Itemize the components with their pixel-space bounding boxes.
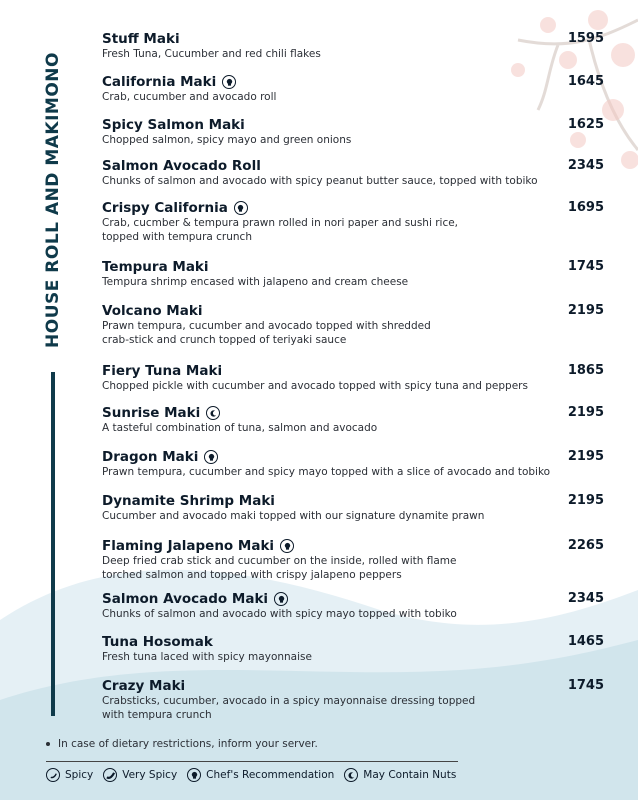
menu-item-header [102, 31, 608, 47]
menu-item-description: Prawn tempura, cucumber and spicy mayo topped with a slice of avocado and tobiko [102, 466, 551, 478]
nut-icon [344, 768, 358, 782]
menu-item-name: Crazy Maki [102, 678, 186, 694]
menu-item-header [102, 363, 608, 379]
menu-item-price: 1645 [567, 74, 604, 89]
menu-item-name: Crispy California [102, 200, 228, 216]
menu-item-name: Sunrise Maki [102, 405, 201, 421]
menu-item-price: 2195 [567, 449, 604, 464]
chef-hat-icon [204, 450, 218, 464]
menu-item-header [102, 405, 608, 421]
dietary-note-text: In case of dietary restrictions, inform your server. [58, 738, 318, 750]
legend-label: Spicy [65, 769, 94, 781]
menu-item-header [102, 449, 608, 465]
menu-item-description: topped with tempura crunch [102, 231, 252, 243]
menu-item [102, 405, 608, 435]
menu-item [102, 259, 608, 289]
chef-hat-icon [274, 592, 288, 606]
menu-item-description: Crabsticks, cucumber, avocado in a spicy mayonnaise dressing topped [102, 695, 476, 707]
menu-item-price: 1595 [567, 31, 604, 46]
menu-item [102, 74, 608, 104]
legend-chef [187, 768, 334, 782]
menu-item-name: Dragon Maki [102, 449, 199, 465]
menu-item-price: 1745 [567, 678, 604, 693]
menu-item-description: torched salmon and topped with crispy jalapeno peppers [102, 569, 402, 581]
menu-item-name: Dynamite Shrimp Maki [102, 493, 275, 509]
menu-item-name: California Maki [102, 74, 217, 90]
menu-item-description: Chopped pickle with cucumber and avocado topped with spicy tuna and peppers [102, 380, 528, 392]
menu-item-description: Deep fried crab stick and cucumber on the inside, rolled with flame [102, 555, 457, 567]
legend-very-spicy [103, 768, 177, 782]
legend-spicy [46, 768, 93, 782]
menu-item-description: Chopped salmon, spicy mayo and green onions [102, 134, 352, 146]
menu-item [102, 363, 608, 393]
menu-item-name: Tempura Maki [102, 259, 209, 275]
chef-hat-icon [280, 539, 294, 553]
very-spicy-icon [103, 768, 117, 782]
menu-item-header [102, 259, 608, 275]
menu-item-header [102, 591, 608, 607]
footer-divider [46, 761, 458, 762]
menu-item-description: Fresh Tuna, Cucumber and red chili flakes [102, 48, 321, 60]
menu-item [102, 634, 608, 664]
menu-item-name: Fiery Tuna Maki [102, 363, 223, 379]
spicy-icon [46, 768, 60, 782]
menu-item-header [102, 678, 608, 694]
menu-item-description: Chunks of salmon and avocado with spicy mayo topped with tobiko [102, 608, 457, 620]
menu-item [102, 591, 608, 621]
dietary-note [46, 738, 318, 750]
menu-item-header [102, 158, 608, 174]
menu-item-header [102, 303, 608, 319]
menu-item-price: 2345 [567, 158, 604, 173]
menu-item-description: Tempura shrimp encased with jalapeno and cream cheese [102, 276, 409, 288]
legend-nuts [344, 768, 456, 782]
icon-legend [46, 768, 466, 782]
menu-item-description: with tempura crunch [102, 709, 212, 721]
menu-item-header [102, 634, 608, 650]
menu-item-price: 1745 [567, 259, 604, 274]
menu-item-name: Salmon Avocado Maki [102, 591, 269, 607]
menu-item-name: Spicy Salmon Maki [102, 117, 245, 133]
menu-item-price: 2345 [567, 591, 604, 606]
section-title: HOUSE ROLL AND MAKIMONO [43, 52, 63, 348]
legend-label: Very Spicy [122, 769, 178, 781]
menu-item-header [102, 493, 608, 509]
menu-item [102, 538, 608, 582]
menu-item-name: Stuff Maki [102, 31, 180, 47]
menu-item-description: Chunks of salmon and avocado with spicy peanut butter sauce, topped with tobiko [102, 175, 538, 187]
menu-item-header [102, 117, 608, 133]
menu-item [102, 678, 608, 722]
chef-hat-icon [234, 201, 248, 215]
chef-hat-icon [222, 75, 236, 89]
bullet-icon [46, 742, 50, 746]
menu-item-header [102, 538, 608, 554]
menu-item-price: 2195 [567, 405, 604, 420]
menu-item-price: 1625 [567, 117, 604, 132]
menu-item-description: Crab, cucumber and avocado roll [102, 91, 277, 103]
menu-item-description: crab-stick and crunch topped of teriyaki sauce [102, 334, 347, 346]
menu-item-price: 2195 [567, 303, 604, 318]
menu-item-name: Tuna Hosomak [102, 634, 213, 650]
menu-item [102, 303, 608, 347]
menu-item-price: 1465 [567, 634, 604, 649]
menu-item-description: Prawn tempura, cucumber and avocado topped with shredded [102, 320, 431, 332]
legend-label: May Contain Nuts [363, 769, 457, 781]
menu-item-header [102, 200, 608, 216]
menu-item-name: Flaming Jalapeno Maki [102, 538, 275, 554]
chef-hat-icon [187, 768, 201, 782]
menu-item-description: A tasteful combination of tuna, salmon and avocado [102, 422, 378, 434]
menu-item-description: Cucumber and avocado maki topped with our signature dynamite prawn [102, 510, 485, 522]
menu-item-header [102, 74, 608, 90]
menu-item-name: Salmon Avocado Roll [102, 158, 261, 174]
menu-item-description: Crab, cucmber & tempura prawn rolled in nori paper and sushi rice, [102, 217, 459, 229]
section-divider [51, 372, 55, 716]
menu-item [102, 117, 608, 147]
legend-label: Chef's Recommendation [206, 769, 335, 781]
menu-item-price: 2265 [567, 538, 604, 553]
menu-item-price: 1695 [567, 200, 604, 215]
menu-item [102, 31, 608, 61]
menu-item [102, 493, 608, 523]
menu-item-price: 2195 [567, 493, 604, 508]
nut-icon [206, 406, 220, 420]
menu-item [102, 158, 608, 188]
menu-item-description: Fresh tuna laced with spicy mayonnaise [102, 651, 312, 663]
menu-item [102, 449, 608, 479]
menu-item-name: Volcano Maki [102, 303, 203, 319]
menu-item-price: 1865 [567, 363, 604, 378]
menu-item [102, 200, 608, 244]
